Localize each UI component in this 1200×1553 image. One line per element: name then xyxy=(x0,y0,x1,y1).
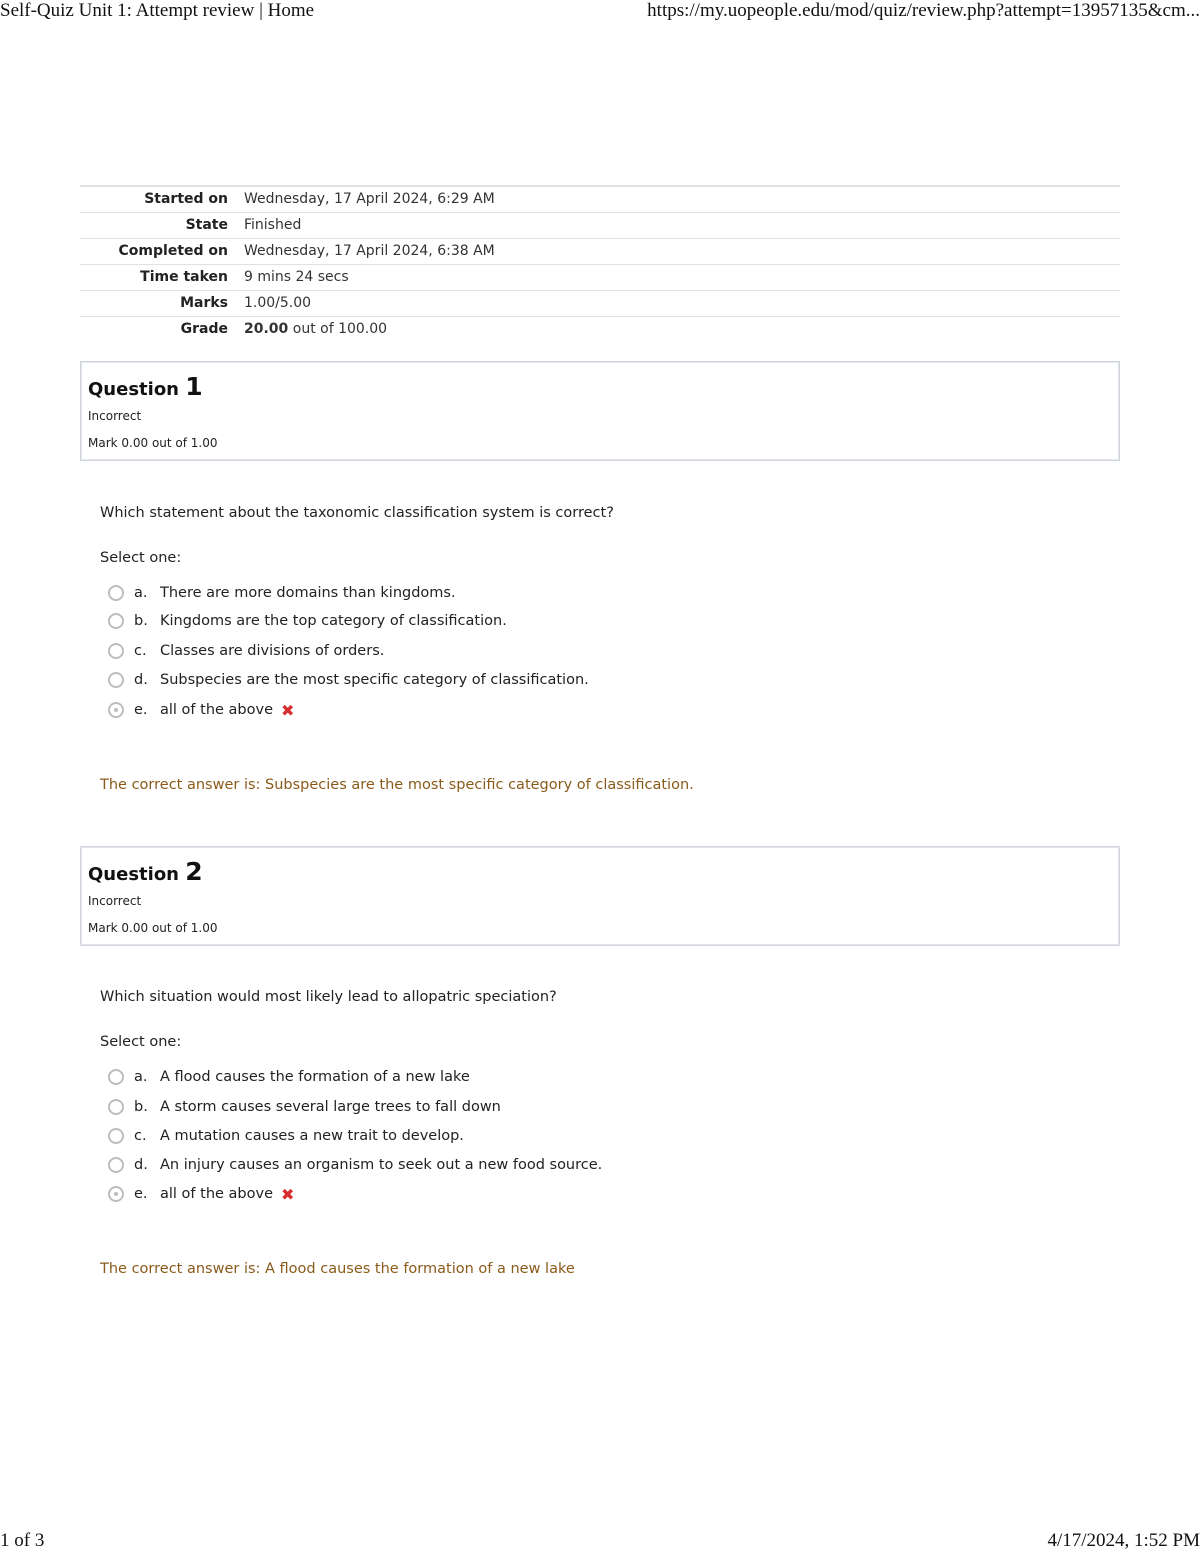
option-text: An injury causes an organism to seek out a new food source. xyxy=(160,1157,603,1173)
question-title-label: Question xyxy=(88,864,179,885)
radio-button[interactable] xyxy=(108,1157,124,1173)
page-title: Self-Quiz Unit 1: Attempt review | Home xyxy=(0,0,315,21)
grade-score: 20.00 xyxy=(244,321,289,338)
summary-value-time: 9 mins 24 secs xyxy=(244,264,1120,290)
option-letter: d. xyxy=(134,672,148,688)
question-text: Which statement about the taxonomic classification system is correct? xyxy=(100,505,614,521)
question-state: Incorrect xyxy=(88,894,142,908)
option-letter: e. xyxy=(134,702,148,718)
radio-button[interactable] xyxy=(108,1069,124,1085)
answer-option[interactable] xyxy=(108,583,456,603)
summary-value-state: Finished xyxy=(244,212,1120,238)
summary-label-completed: Completed on xyxy=(80,238,244,264)
summary-label-started: Started on xyxy=(80,186,244,212)
radio-button-checked[interactable] xyxy=(108,702,124,718)
question-title xyxy=(88,857,203,886)
answer-option[interactable] xyxy=(108,641,384,661)
option-text: all of the above xyxy=(160,702,274,718)
summary-row xyxy=(80,238,1120,264)
summary-value-started: Wednesday, 17 April 2024, 6:29 AM xyxy=(244,186,1120,212)
option-text: A flood causes the formation of a new lake xyxy=(160,1069,470,1085)
summary-row xyxy=(80,316,1120,342)
answer-option[interactable] xyxy=(108,1097,501,1117)
summary-row xyxy=(80,290,1120,316)
answer-option-selected[interactable] xyxy=(108,1184,294,1204)
question-info-box xyxy=(80,846,1120,946)
radio-button[interactable] xyxy=(108,585,124,601)
radio-button[interactable] xyxy=(108,613,124,629)
page-counter: 1 of 3 xyxy=(0,1530,45,1551)
summary-value-grade xyxy=(244,316,1120,342)
option-text: A mutation causes a new trait to develop. xyxy=(160,1128,464,1144)
summary-label-marks: Marks xyxy=(80,290,244,316)
summary-value-completed: Wednesday, 17 April 2024, 6:38 AM xyxy=(244,238,1120,264)
summary-row xyxy=(80,212,1120,238)
attempt-summary-table xyxy=(80,185,1120,342)
option-letter: a. xyxy=(134,1069,148,1085)
option-text: There are more domains than kingdoms. xyxy=(160,585,456,601)
question-mark: Mark 0.00 out of 1.00 xyxy=(88,436,218,450)
option-letter: a. xyxy=(134,585,148,601)
page-url: https://my.uopeople.edu/mod/quiz/review.php?attempt=13957135&cm... xyxy=(647,0,1200,21)
answer-option[interactable] xyxy=(108,670,589,690)
select-one-prompt: Select one: xyxy=(100,1034,182,1050)
option-letter: b. xyxy=(134,1099,148,1115)
correct-answer-feedback: The correct answer is: A flood causes the formation of a new lake xyxy=(100,1261,575,1277)
question-title xyxy=(88,372,203,401)
summary-row xyxy=(80,264,1120,290)
question-mark: Mark 0.00 out of 1.00 xyxy=(88,921,218,935)
radio-button[interactable] xyxy=(108,672,124,688)
option-text: Subspecies are the most specific category of classification. xyxy=(160,672,589,688)
select-one-prompt: Select one: xyxy=(100,550,182,566)
summary-label-time: Time taken xyxy=(80,264,244,290)
incorrect-icon: ✖ xyxy=(281,700,295,720)
option-letter: e. xyxy=(134,1186,148,1202)
print-datetime: 4/17/2024, 1:52 PM xyxy=(1047,1530,1200,1551)
option-text: all of the above xyxy=(160,1186,274,1202)
answer-option[interactable] xyxy=(108,1155,602,1175)
answer-option[interactable] xyxy=(108,1126,464,1146)
option-text: A storm causes several large trees to fall down xyxy=(160,1099,501,1115)
summary-value-marks: 1.00/5.00 xyxy=(244,290,1120,316)
answer-option[interactable] xyxy=(108,611,507,631)
summary-label-grade: Grade xyxy=(80,316,244,342)
radio-button-checked[interactable] xyxy=(108,1186,124,1202)
option-letter: b. xyxy=(134,613,148,629)
question-title-label: Question xyxy=(88,379,179,400)
question-number: 2 xyxy=(185,857,203,886)
radio-button[interactable] xyxy=(108,1099,124,1115)
option-letter: d. xyxy=(134,1157,148,1173)
option-letter: c. xyxy=(134,1128,147,1144)
print-header xyxy=(0,0,1200,22)
radio-button[interactable] xyxy=(108,1128,124,1144)
question-number: 1 xyxy=(185,372,203,401)
option-text: Classes are divisions of orders. xyxy=(160,643,385,659)
option-letter: c. xyxy=(134,643,147,659)
incorrect-icon: ✖ xyxy=(281,1184,295,1204)
option-text: Kingdoms are the top category of classification. xyxy=(160,613,507,629)
radio-button[interactable] xyxy=(108,643,124,659)
answer-option-selected[interactable] xyxy=(108,700,294,720)
summary-row xyxy=(80,186,1120,212)
question-info-box xyxy=(80,361,1120,461)
grade-out-of: out of 100.00 xyxy=(292,321,388,338)
correct-answer-feedback: The correct answer is: Subspecies are the most specific category of classification. xyxy=(100,777,694,793)
answer-option[interactable] xyxy=(108,1067,470,1087)
question-state: Incorrect xyxy=(88,409,142,423)
summary-label-state: State xyxy=(80,212,244,238)
question-text: Which situation would most likely lead to allopatric speciation? xyxy=(100,989,557,1005)
print-footer xyxy=(0,1530,1200,1552)
